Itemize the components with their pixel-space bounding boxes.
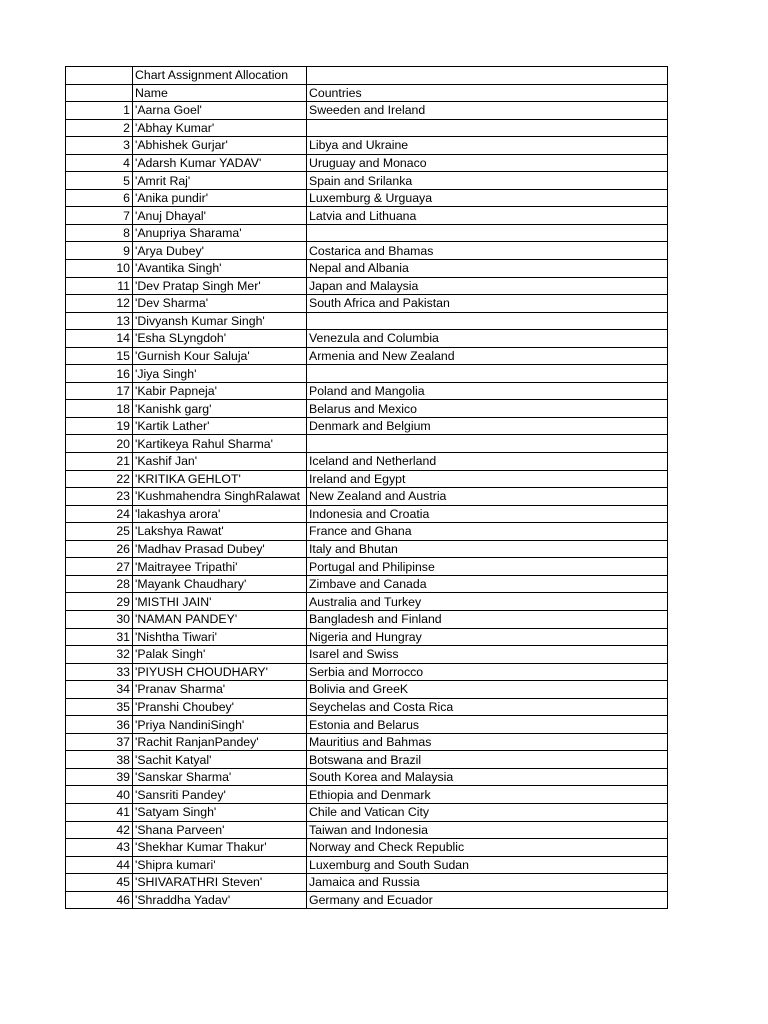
table-row <box>66 839 668 857</box>
table-row <box>66 786 668 804</box>
row-number-cell[interactable]: 46 <box>66 891 133 909</box>
row-number-cell[interactable]: 1 <box>66 102 133 120</box>
countries-cell[interactable]: Jamaica and Russia <box>307 874 668 892</box>
countries-cell[interactable]: Indonesia and Croatia <box>307 505 668 523</box>
row-number-cell[interactable]: 30 <box>66 610 133 628</box>
countries-cell[interactable]: Denmark and Belgium <box>307 417 668 435</box>
table-row <box>66 154 668 172</box>
student-name-cell[interactable]: 'Shraddha Yadav' <box>133 891 307 909</box>
table-row <box>66 610 668 628</box>
countries-cell[interactable] <box>307 435 668 453</box>
countries-cell[interactable]: Spain and Srilanka <box>307 172 668 190</box>
row-number-cell[interactable]: 24 <box>66 505 133 523</box>
row-number-cell[interactable]: 4 <box>66 154 133 172</box>
student-name-cell[interactable]: 'Abhishek Gurjar' <box>133 137 307 155</box>
countries-cell[interactable]: Venezula and Columbia <box>307 330 668 348</box>
table-row <box>66 733 668 751</box>
row-number-cell[interactable]: 10 <box>66 260 133 278</box>
countries-cell[interactable]: Germany and Ecuador <box>307 891 668 909</box>
countries-cell[interactable]: Nepal and Albania <box>307 260 668 278</box>
header-countries[interactable]: Countries <box>307 84 668 102</box>
table-row <box>66 628 668 646</box>
student-name-cell[interactable]: 'Avantika Singh' <box>133 260 307 278</box>
table-row <box>66 119 668 137</box>
countries-cell[interactable]: Taiwan and Indonesia <box>307 821 668 839</box>
row-number-cell[interactable]: 28 <box>66 575 133 593</box>
countries-cell[interactable]: Ireland and Egypt <box>307 470 668 488</box>
row-number-cell[interactable]: 21 <box>66 453 133 471</box>
title-row <box>66 67 668 85</box>
student-name-cell[interactable]: 'Kabir Papneja' <box>133 382 307 400</box>
header-name[interactable]: Name <box>133 84 307 102</box>
countries-cell[interactable] <box>307 365 668 383</box>
table-row <box>66 681 668 699</box>
countries-cell[interactable]: Australia and Turkey <box>307 593 668 611</box>
row-number-cell[interactable]: 7 <box>66 207 133 225</box>
countries-cell[interactable]: Italy and Bhutan <box>307 540 668 558</box>
table-row <box>66 172 668 190</box>
row-number-cell[interactable]: 19 <box>66 417 133 435</box>
countries-cell[interactable] <box>307 224 668 242</box>
student-name-cell[interactable]: 'PIYUSH CHOUDHARY' <box>133 663 307 681</box>
student-name-cell[interactable]: 'Dev Sharma' <box>133 295 307 313</box>
countries-cell[interactable]: Bangladesh and Finland <box>307 610 668 628</box>
row-number-cell[interactable]: 5 <box>66 172 133 190</box>
row-number-cell[interactable]: 16 <box>66 365 133 383</box>
student-name-cell[interactable]: 'Anupriya Sharama' <box>133 224 307 242</box>
row-number-cell[interactable]: 12 <box>66 295 133 313</box>
table-row <box>66 891 668 909</box>
table-row <box>66 365 668 383</box>
table-row <box>66 663 668 681</box>
student-name-cell[interactable]: 'Shana Parveen' <box>133 821 307 839</box>
row-number-cell[interactable]: 39 <box>66 768 133 786</box>
table-row <box>66 277 668 295</box>
countries-cell[interactable]: France and Ghana <box>307 523 668 541</box>
countries-cell[interactable]: Seychelas and Costa Rica <box>307 698 668 716</box>
student-name-cell[interactable]: 'Sachit Katyal' <box>133 751 307 769</box>
table-row <box>66 207 668 225</box>
student-name-cell[interactable]: 'Divyansh Kumar Singh' <box>133 312 307 330</box>
student-name-cell[interactable]: 'Rachit RanjanPandey' <box>133 733 307 751</box>
table-row <box>66 453 668 471</box>
row-number-cell[interactable]: 43 <box>66 839 133 857</box>
student-name-cell[interactable]: 'Priya NandiniSingh' <box>133 716 307 734</box>
table-row <box>66 698 668 716</box>
countries-cell[interactable]: Sweeden and Ireland <box>307 102 668 120</box>
row-number-cell[interactable]: 34 <box>66 681 133 699</box>
table-row <box>66 856 668 874</box>
table-row <box>66 347 668 365</box>
table-row <box>66 189 668 207</box>
student-name-cell[interactable]: 'Jiya Singh' <box>133 365 307 383</box>
student-name-cell[interactable]: 'Palak Singh' <box>133 646 307 664</box>
title-row-empty-cell[interactable] <box>307 67 668 85</box>
countries-cell[interactable]: Japan and Malaysia <box>307 277 668 295</box>
countries-cell[interactable]: Belarus and Mexico <box>307 400 668 418</box>
student-name-cell[interactable]: 'Pranav Sharma' <box>133 681 307 699</box>
student-name-cell[interactable]: 'Kartikeya Rahul Sharma' <box>133 435 307 453</box>
countries-cell[interactable]: Luxemburg & Urguaya <box>307 189 668 207</box>
countries-cell[interactable] <box>307 119 668 137</box>
countries-cell[interactable]: Mauritius and Bahmas <box>307 733 668 751</box>
row-number-cell[interactable]: 25 <box>66 523 133 541</box>
countries-cell[interactable]: Isarel and Swiss <box>307 646 668 664</box>
countries-cell[interactable]: Armenia and New Zealand <box>307 347 668 365</box>
allocation-table-body <box>66 67 668 909</box>
countries-cell[interactable]: Bolivia and GreeK <box>307 681 668 699</box>
row-number-cell[interactable]: 27 <box>66 558 133 576</box>
table-row <box>66 575 668 593</box>
allocation-table <box>65 66 668 909</box>
table-row <box>66 593 668 611</box>
student-name-cell[interactable]: 'MISTHI JAIN' <box>133 593 307 611</box>
row-number-cell[interactable]: 23 <box>66 488 133 506</box>
sheet-title[interactable]: Chart Assignment Allocation <box>133 67 307 85</box>
countries-cell[interactable]: Serbia and Morrocco <box>307 663 668 681</box>
table-row <box>66 224 668 242</box>
student-name-cell[interactable]: 'Dev Pratap Singh Mer' <box>133 277 307 295</box>
student-name-cell[interactable]: 'Esha SLyngdoh' <box>133 330 307 348</box>
table-row <box>66 821 668 839</box>
student-name-cell[interactable]: 'Lakshya Rawat' <box>133 523 307 541</box>
row-number-cell[interactable]: 20 <box>66 435 133 453</box>
student-name-cell[interactable]: 'Kartik Lather' <box>133 417 307 435</box>
table-row <box>66 488 668 506</box>
table-row <box>66 400 668 418</box>
row-number-cell[interactable]: 14 <box>66 330 133 348</box>
table-row <box>66 102 668 120</box>
student-name-cell[interactable]: 'Nishtha Tiwari' <box>133 628 307 646</box>
student-name-cell[interactable]: 'Shipra kumari' <box>133 856 307 874</box>
row-number-cell[interactable]: 44 <box>66 856 133 874</box>
student-name-cell[interactable]: 'lakashya arora' <box>133 505 307 523</box>
table-row <box>66 523 668 541</box>
student-name-cell[interactable]: 'Shekhar Kumar Thakur' <box>133 839 307 857</box>
countries-cell[interactable]: Iceland and Netherland <box>307 453 668 471</box>
table-row <box>66 646 668 664</box>
student-name-cell[interactable]: 'Anika pundir' <box>133 189 307 207</box>
student-name-cell[interactable]: 'Gurnish Kour Saluja' <box>133 347 307 365</box>
student-name-cell[interactable]: 'Mayank Chaudhary' <box>133 575 307 593</box>
student-name-cell[interactable]: 'Arya Dubey' <box>133 242 307 260</box>
table-row <box>66 137 668 155</box>
countries-cell[interactable]: South Korea and Malaysia <box>307 768 668 786</box>
countries-cell[interactable]: Luxemburg and South Sudan <box>307 856 668 874</box>
row-number-cell[interactable]: 17 <box>66 382 133 400</box>
student-name-cell[interactable]: 'Adarsh Kumar YADAV' <box>133 154 307 172</box>
student-name-cell[interactable]: 'Kashif Jan' <box>133 453 307 471</box>
table-row <box>66 751 668 769</box>
row-number-cell[interactable]: 11 <box>66 277 133 295</box>
countries-cell[interactable]: Botswana and Brazil <box>307 751 668 769</box>
row-number-cell[interactable]: 3 <box>66 137 133 155</box>
table-row <box>66 382 668 400</box>
row-number-cell[interactable]: 2 <box>66 119 133 137</box>
table-row <box>66 470 668 488</box>
countries-cell[interactable]: Zimbave and Canada <box>307 575 668 593</box>
student-name-cell[interactable]: 'Aarna Goel' <box>133 102 307 120</box>
row-number-cell[interactable]: 33 <box>66 663 133 681</box>
row-number-cell[interactable]: 13 <box>66 312 133 330</box>
student-name-cell[interactable]: 'SHIVARATHRI Steven' <box>133 874 307 892</box>
table-row <box>66 242 668 260</box>
countries-cell[interactable]: Ethiopia and Denmark <box>307 786 668 804</box>
table-row <box>66 260 668 278</box>
row-number-cell[interactable]: 8 <box>66 224 133 242</box>
row-number-cell[interactable]: 40 <box>66 786 133 804</box>
table-row <box>66 312 668 330</box>
table-row <box>66 558 668 576</box>
student-name-cell[interactable]: 'NAMAN PANDEY' <box>133 610 307 628</box>
row-number-cell[interactable]: 36 <box>66 716 133 734</box>
student-name-cell[interactable]: 'Abhay Kumar' <box>133 119 307 137</box>
table-row <box>66 803 668 821</box>
row-number-cell[interactable]: 29 <box>66 593 133 611</box>
row-number-cell[interactable]: 31 <box>66 628 133 646</box>
countries-cell[interactable]: South Africa and Pakistan <box>307 295 668 313</box>
student-name-cell[interactable]: 'Pranshi Choubey' <box>133 698 307 716</box>
student-name-cell[interactable]: 'Kanishk garg' <box>133 400 307 418</box>
table-row <box>66 417 668 435</box>
countries-cell[interactable]: Nigeria and Hungray <box>307 628 668 646</box>
row-number-cell[interactable]: 32 <box>66 646 133 664</box>
table-row <box>66 874 668 892</box>
row-number-cell[interactable]: 45 <box>66 874 133 892</box>
row-number-cell[interactable]: 26 <box>66 540 133 558</box>
row-number-cell[interactable]: 9 <box>66 242 133 260</box>
countries-cell[interactable] <box>307 312 668 330</box>
table-row <box>66 716 668 734</box>
countries-cell[interactable]: Costarica and Bhamas <box>307 242 668 260</box>
student-name-cell[interactable]: 'Maitrayee Tripathi' <box>133 558 307 576</box>
table-row <box>66 435 668 453</box>
countries-cell[interactable]: Uruguay and Monaco <box>307 154 668 172</box>
title-row-number-cell[interactable] <box>66 67 133 85</box>
table-row <box>66 540 668 558</box>
table-row <box>66 505 668 523</box>
student-name-cell[interactable]: 'Anuj Dhayal' <box>133 207 307 225</box>
student-name-cell[interactable]: 'Kushmahendra SinghRalawat <box>133 488 307 506</box>
student-name-cell[interactable]: 'Sanskar Sharma' <box>133 768 307 786</box>
row-number-cell[interactable]: 42 <box>66 821 133 839</box>
header-row-number-cell[interactable] <box>66 84 133 102</box>
student-name-cell[interactable]: 'Madhav Prasad Dubey' <box>133 540 307 558</box>
student-name-cell[interactable]: 'Amrit Raj' <box>133 172 307 190</box>
countries-cell[interactable]: Libya and Ukraine <box>307 137 668 155</box>
student-name-cell[interactable]: 'Sansriti Pandey' <box>133 786 307 804</box>
countries-cell[interactable]: Poland and Mangolia <box>307 382 668 400</box>
countries-cell[interactable]: Norway and Check Republic <box>307 839 668 857</box>
table-row <box>66 768 668 786</box>
row-number-cell[interactable]: 35 <box>66 698 133 716</box>
row-number-cell[interactable]: 18 <box>66 400 133 418</box>
row-number-cell[interactable]: 41 <box>66 803 133 821</box>
student-name-cell[interactable]: 'Satyam Singh' <box>133 803 307 821</box>
row-number-cell[interactable]: 37 <box>66 733 133 751</box>
countries-cell[interactable]: Chile and Vatican City <box>307 803 668 821</box>
header-row <box>66 84 668 102</box>
row-number-cell[interactable]: 6 <box>66 189 133 207</box>
row-number-cell[interactable]: 15 <box>66 347 133 365</box>
countries-cell[interactable]: Estonia and Belarus <box>307 716 668 734</box>
table-row <box>66 330 668 348</box>
student-name-cell[interactable]: 'KRITIKA GEHLOT' <box>133 470 307 488</box>
row-number-cell[interactable]: 38 <box>66 751 133 769</box>
countries-cell[interactable]: New Zealand and Austria <box>307 488 668 506</box>
table-row <box>66 295 668 313</box>
countries-cell[interactable]: Latvia and Lithuana <box>307 207 668 225</box>
countries-cell[interactable]: Portugal and Philipinse <box>307 558 668 576</box>
row-number-cell[interactable]: 22 <box>66 470 133 488</box>
